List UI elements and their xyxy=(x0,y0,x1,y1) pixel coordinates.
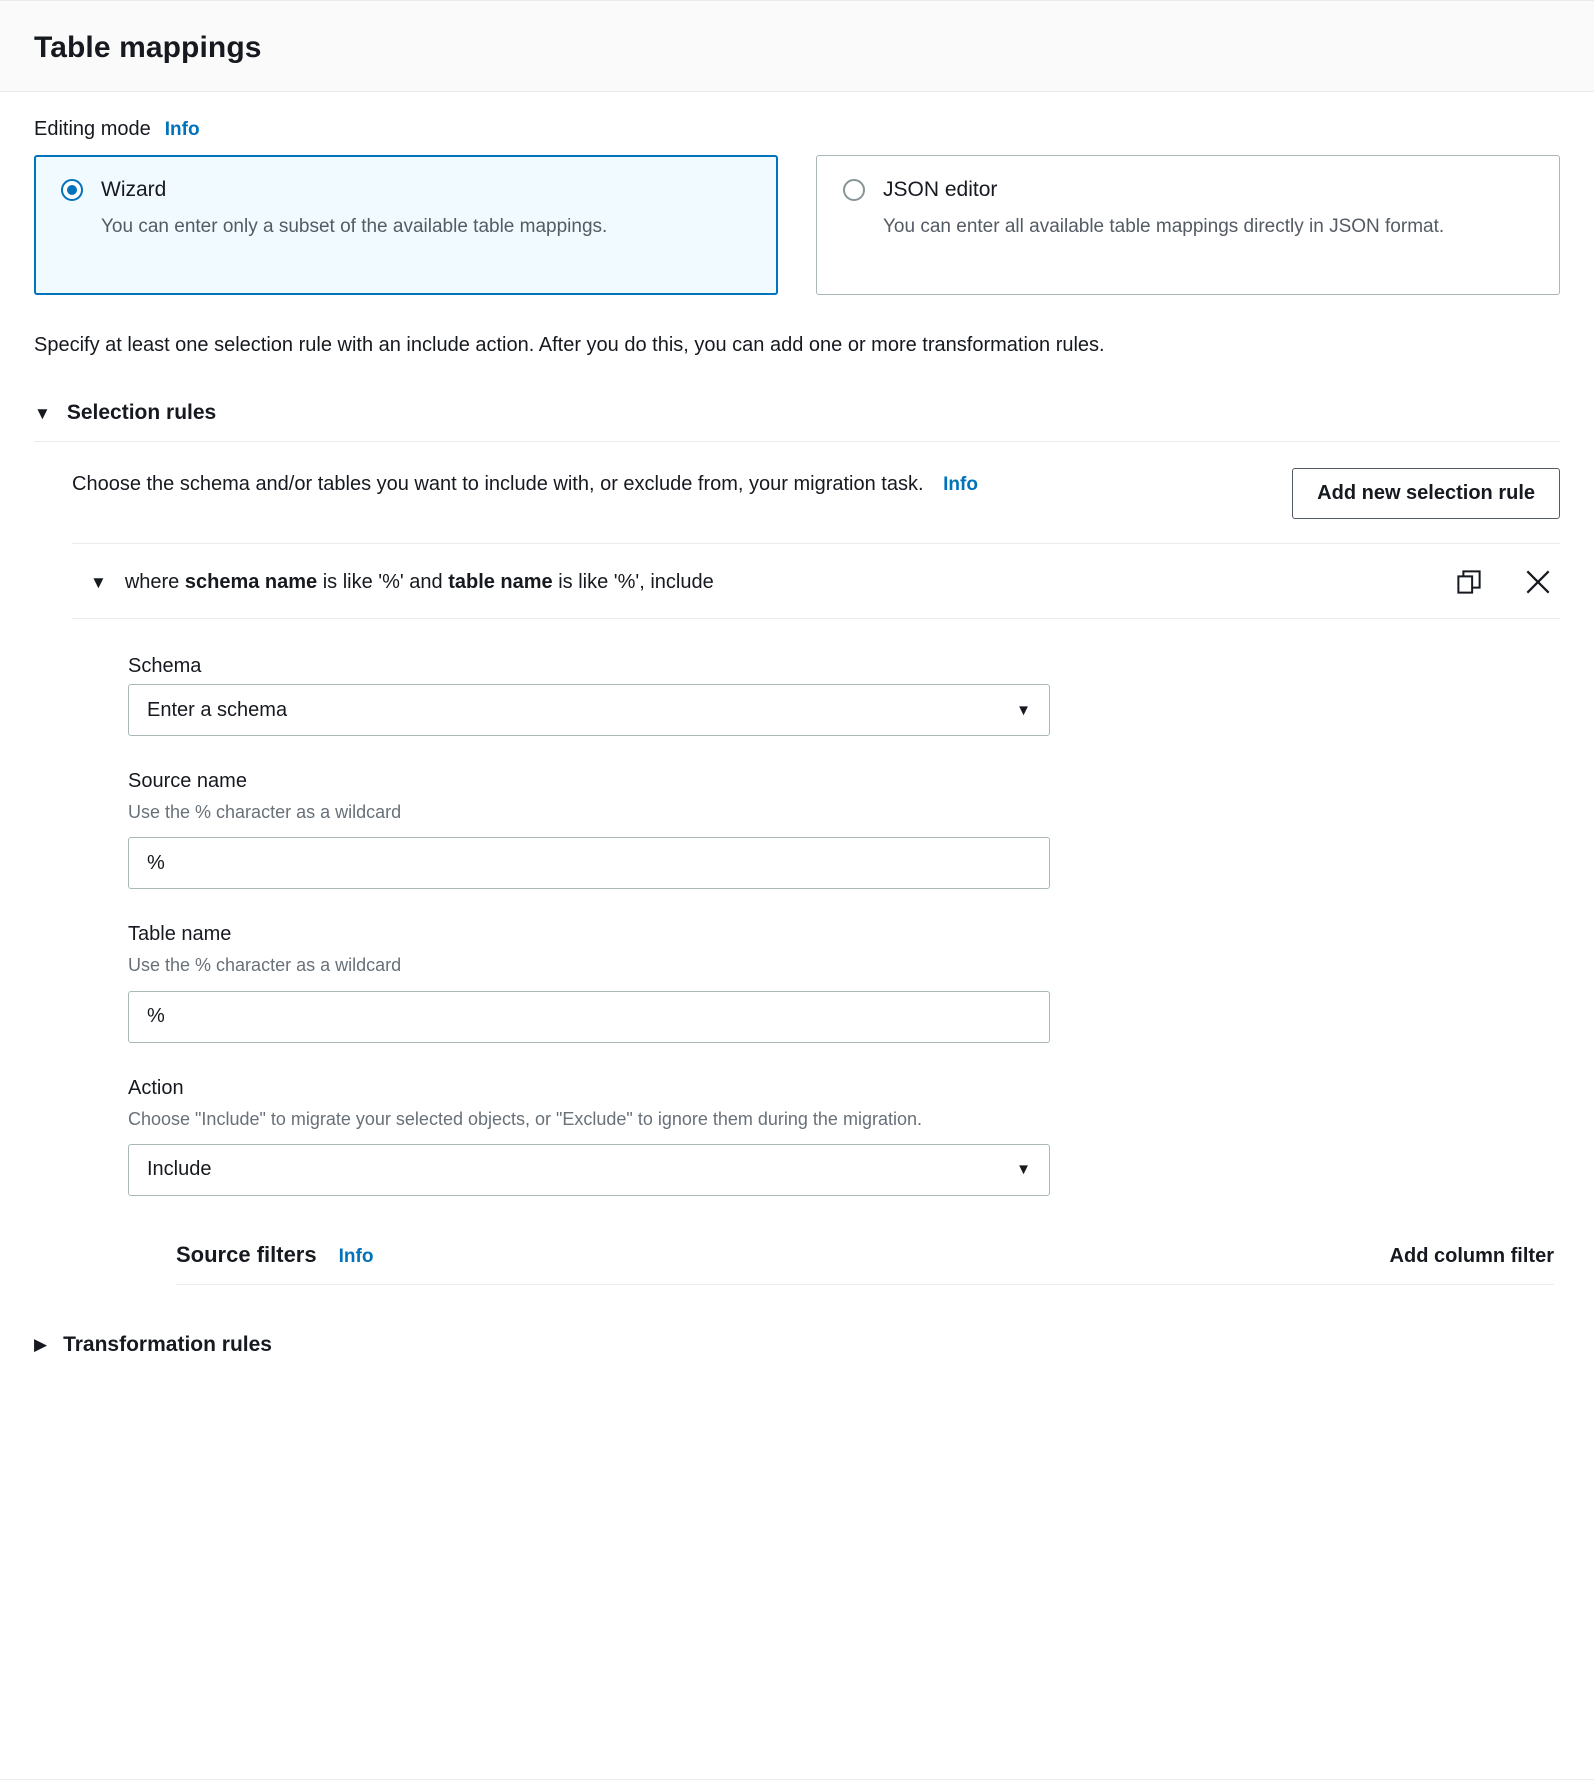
transformation-rules-section-header[interactable] xyxy=(34,1333,1560,1377)
source-name-input[interactable] xyxy=(128,837,1050,889)
selection-rules-body xyxy=(34,442,1560,1284)
chevron-down-icon-selection-rules[interactable]: ▼ xyxy=(34,403,51,423)
chevron-down-icon-action: ▼ xyxy=(1016,1161,1031,1179)
schema-select[interactable] xyxy=(128,684,1050,736)
selection-rules-section-header[interactable] xyxy=(34,401,1560,442)
selection-rules-info-link[interactable]: Info xyxy=(943,474,978,496)
editing-mode-option-json-editor-head xyxy=(843,178,1533,202)
source-filters-left xyxy=(176,1242,373,1268)
radio-icon-json-editor[interactable] xyxy=(843,179,865,201)
editing-mode-info-link[interactable]: Info xyxy=(164,119,200,140)
close-icon[interactable] xyxy=(1522,566,1554,598)
rule-summary-mid: is like '%' and xyxy=(317,570,449,593)
editing-mode-option-wizard-description: You can enter only a subset of the available table mappings. xyxy=(101,216,608,237)
action-hint: Choose "Include" to migrate your selected objects, or "Exclude" to ignore them during the migration. xyxy=(128,1108,922,1129)
selection-rule-summary[interactable] xyxy=(90,571,714,594)
editing-mode-options xyxy=(34,155,1560,295)
editing-mode-option-wizard[interactable] xyxy=(34,155,778,295)
selection-rule-summary-text xyxy=(125,571,714,594)
source-name-field-group xyxy=(128,770,1560,889)
selection-rules-description-wrap xyxy=(72,468,978,501)
intro-text: Specify at least one selection rule with an include action. After you do this, you can add one or more transformation rules. xyxy=(34,334,1105,356)
editing-mode-label: Editing mode xyxy=(34,118,151,140)
selection-rule-header-row xyxy=(72,544,1560,619)
transformation-rules-title: Transformation rules xyxy=(63,1332,272,1356)
selection-rule-actions xyxy=(1454,566,1560,598)
selection-rules-intro-row xyxy=(72,442,1560,544)
schema-label: Schema xyxy=(128,655,202,678)
page-title: Table mappings xyxy=(34,31,262,64)
selection-rules-description: Choose the schema and/or tables you want to include with, or exclude from, your migration task. xyxy=(72,473,924,496)
table-name-hint: Use the % character as a wildcard xyxy=(128,955,402,976)
rule-summary-suffix: is like '%', include xyxy=(552,570,714,593)
editing-mode-option-json-editor[interactable] xyxy=(816,155,1560,295)
panel-body xyxy=(0,92,1594,1417)
rule-summary-schema-name: schema name xyxy=(184,570,318,593)
table-name-input[interactable] xyxy=(128,991,1050,1043)
action-select-value: Include xyxy=(147,1158,212,1181)
selection-rule-form xyxy=(72,619,1560,1195)
source-filters-row xyxy=(176,1242,1554,1285)
rule-summary-prefix: where xyxy=(124,570,185,593)
schema-field-group xyxy=(128,655,1560,736)
chevron-down-icon-schema: ▼ xyxy=(1016,701,1031,719)
table-name-label: Table name xyxy=(128,923,232,946)
source-name-hint: Use the % character as a wildcard xyxy=(128,802,402,823)
action-label: Action xyxy=(128,1076,184,1099)
source-name-label: Source name xyxy=(128,770,247,793)
chevron-down-icon-rule[interactable]: ▼ xyxy=(90,572,107,592)
source-filters-title: Source filters xyxy=(176,1241,317,1267)
selection-rules-title: Selection rules xyxy=(66,401,217,425)
editing-mode-option-json-editor-title: JSON editor xyxy=(883,178,998,201)
panel-header xyxy=(0,1,1594,92)
editing-mode-option-wizard-title: Wizard xyxy=(101,178,167,201)
editing-mode-option-wizard-head xyxy=(61,178,751,202)
chevron-right-icon-transformation-rules[interactable]: ▶ xyxy=(34,1335,48,1355)
add-new-selection-rule-button[interactable]: Add new selection rule xyxy=(1292,468,1560,519)
action-field-group xyxy=(128,1077,1560,1196)
rule-summary-table-name: table name xyxy=(448,570,553,593)
table-name-field-group xyxy=(128,923,1560,1042)
action-select[interactable] xyxy=(128,1144,1050,1196)
editing-mode-option-json-editor-description: You can enter all available table mappings directly in JSON format. xyxy=(883,216,1445,237)
editing-mode-label-row xyxy=(34,118,1560,141)
copy-icon[interactable] xyxy=(1454,567,1484,597)
radio-icon-wizard[interactable] xyxy=(61,179,83,201)
source-filters-info-link[interactable]: Info xyxy=(338,1245,374,1267)
add-column-filter-button[interactable]: Add column filter xyxy=(1389,1244,1554,1267)
schema-select-value: Enter a schema xyxy=(147,698,288,721)
